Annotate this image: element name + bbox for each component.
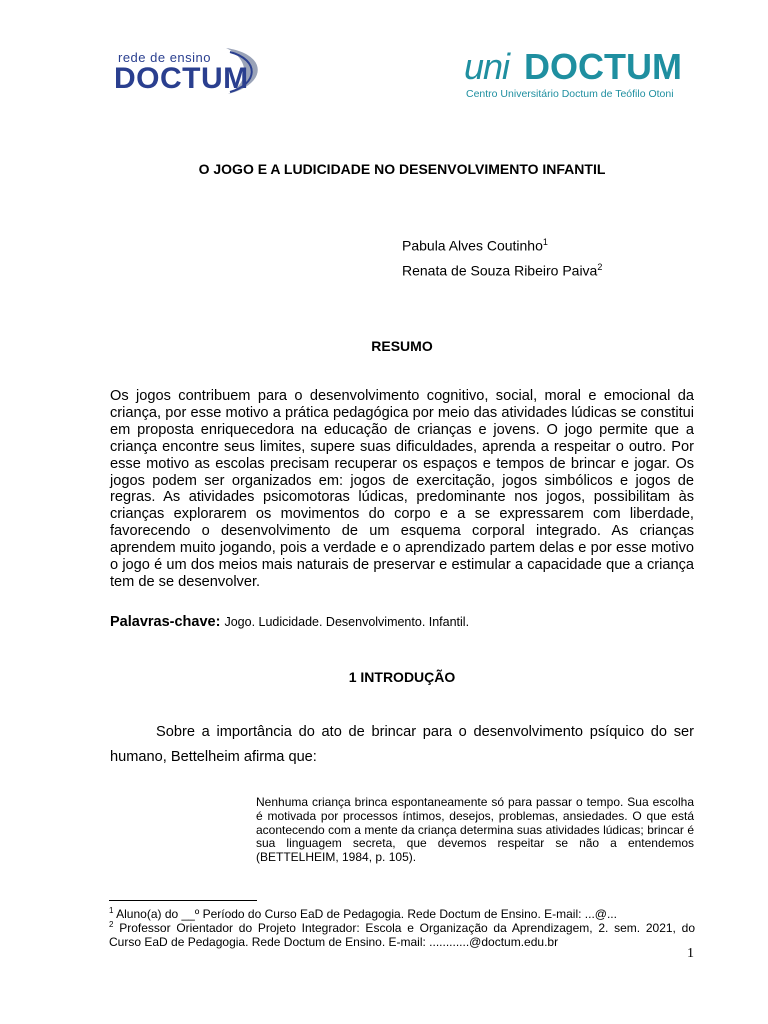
keywords-label: Palavras-chave: — [110, 614, 221, 630]
logo-right-uni-text: uni — [464, 46, 510, 87]
author-line — [402, 262, 602, 279]
footnote-marker: 1 — [109, 906, 114, 915]
keywords-line — [110, 614, 469, 630]
footnote-text: Aluno(a) do __º Período do Curso EaD de Pedagogia. Rede Doctum de Ensino. E-mail: ...@... — [116, 907, 617, 921]
abstract-heading: RESUMO — [371, 338, 433, 354]
document-title: O JOGO E A LUDICIDADE NO DESENVOLVIMENTO INFANTIL — [198, 161, 606, 177]
section-heading: 1 INTRODUÇÃO — [348, 669, 456, 685]
footnote-marker: 2 — [109, 920, 114, 929]
logo-right-doctum-text: DOCTUM — [524, 46, 682, 87]
doctum-network-logo — [108, 40, 268, 100]
author-name: Pabula Alves Coutinho — [402, 237, 543, 254]
abstract-text: Os jogos contribuem para o desenvolvimento cognitivo, social, moral e emocional da criança, por esse motivo a prática pedagógica por meio das atividades lúdicas se constitui em proposta enriquecedora na educação de crianças e jovens. O jogo permite que a criança encontre seus limites, supere suas dificuldades, aprenda a respeitar o outro. Por esse motivo as escolas precisam recuperar os espaços e tempos de brincar e jogar. Os jogos podem ser organizados em: jogos de exercitação, jogos simbólicos e jogos de regras. As atividades psicomotoras lúdicas, predominante nos jogos, possibilitam às crianças explorarem os movimentos do corpo e a se expressarem com liberdade, favorecendo o desenvolvimento de um esquema corporal integrado. As crianças aprendem muito jogando, pois a verdade e o aprendizado partem delas e por esse motivo o jogo é um dos meios mais naturais de preservar e estimular a capacidade que a criança tem de se desenvolver. — [110, 388, 694, 590]
introduction-paragraph: Sobre a importância do ato de brincar para o desenvolvimento psíquico do ser humano, Bettelheim afirma que: — [110, 724, 694, 765]
keywords-text: Jogo. Ludicidade. Desenvolvimento. Infantil. — [224, 615, 470, 629]
footnote-marker: 1 — [542, 237, 548, 247]
logo-left-big-text: DOCTUM — [114, 62, 249, 95]
unidoctum-logo — [462, 46, 702, 106]
author-line — [402, 237, 548, 254]
page-number: 1 — [687, 946, 694, 961]
logo-left-small-text: rede de ensino — [118, 50, 212, 65]
author-name: Renata de Souza Ribeiro Paiva — [402, 262, 598, 279]
footnote — [109, 918, 695, 949]
footnote-text: Professor Orientador do Projeto Integrador: Escola e Organização da Aprendizagem, 2. sem. 2021, do Curso EaD de Pedagogia. Rede Doctum de Ensino. E-mail: ............@doctum.edu.br — [109, 921, 695, 949]
logo-right-subtitle: Centro Universitário Doctum de Teófilo Otoni — [466, 88, 674, 100]
footnote-divider — [109, 900, 257, 901]
block-quote: Nenhuma criança brinca espontaneamente só para passar o tempo. Sua escolha é motivada por processos íntimos, desejos, problemas, ansiedades. O que está acontecendo com a mente da criança determina suas atividades lúdicas; brincar é sua linguagem secreta, que devemos respeitar se não a entendemos (BETTELHEIM, 1984, p. 105). — [256, 795, 694, 865]
footnote-marker: 2 — [597, 262, 603, 272]
